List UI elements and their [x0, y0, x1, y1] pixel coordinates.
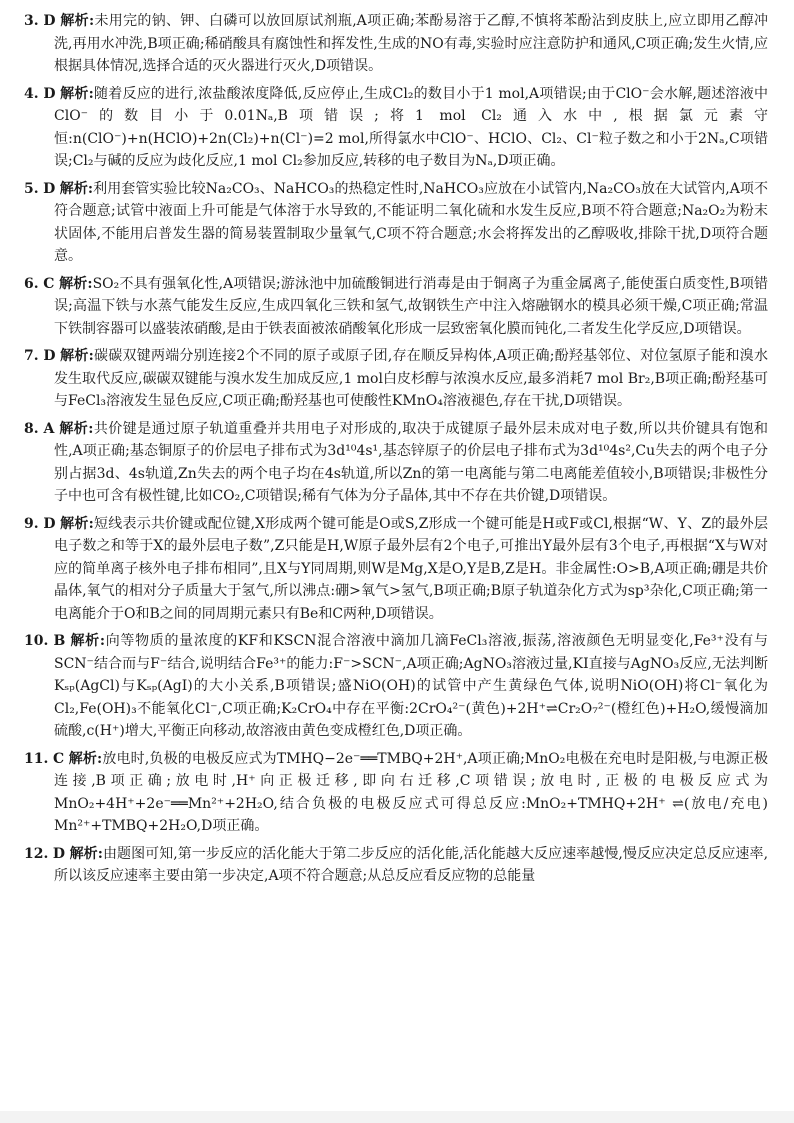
answer-list: [24, 10, 768, 888]
item-number: 5.: [24, 180, 39, 197]
answer-choice: D: [52, 845, 66, 862]
analysis-text: 碳碳双键两端分别连接2个不同的原子或原子团,存在顺反异构体,A项正确;酚羟基邻位、对位氢原子能和溴水发生取代反应,碳碳双键能与溴水发生加成反应,1 mol白皮杉醇与浓溴水反应,最多消耗7 mol Br₂,B项正确;酚羟基可与FeCl₃溶液发生显色反应,C项正确;酚羟基也可使酸性KMnO₄溶液褪色,存在干扰,D项错误。: [54, 348, 768, 409]
answer-item: [24, 748, 768, 838]
answer-item: [24, 345, 768, 413]
analysis-text: 放电时,负极的电极反应式为TMHQ−2e⁻══TMBQ+2H⁺,A项正确;MnO₂电极在充电时是阳极,与电源正极连接,B项正确;放电时,H⁺向正极迁移,即向右迁移,C项错误;放电时,正极的电极反应式为MnO₂+4H⁺+2e⁻══Mn²⁺+2H₂O,结合负极的电极反应式可得总反应:MnO₂+TMHQ+2H⁺ ⇌(放电/充电) Mn²⁺+TMBQ+2H₂O,D项正确。: [54, 750, 769, 834]
answer-choice: D: [43, 85, 56, 102]
analysis-label: 解析:: [60, 85, 94, 102]
answer-item: [24, 10, 768, 78]
item-number: 7.: [24, 348, 39, 364]
page-bottom-band: [0, 1111, 794, 1123]
item-number: 9.: [24, 515, 39, 532]
item-number: 12.: [24, 845, 49, 862]
analysis-text: 共价键是通过原子轨道重叠并共用电子对形成的,取决于成键原子最外层未成对电子数,所以共价键具有饱和性,A项正确;基态铜原子的价层电子排布式为3d¹⁰4s¹,基态锌原子的价层电子排布式为3d¹⁰4s²,Cu失去的两个电子分别占据3d、4s轨道,Zn失去的两个电子均在4s轨道,所以Zn的第一电离能与第二电离能差值较小,B项错误;非极性分子中也可含有极性键,比如CO₂,C项错误;稀有气体为分子晶体,其中不存在共价键,D项错误。: [54, 420, 768, 504]
analysis-label: 解析:: [59, 180, 94, 197]
answer-choice: B: [53, 633, 66, 649]
analysis-label: 解析:: [60, 13, 95, 29]
answer-choice: D: [43, 515, 56, 532]
analysis-text: 由题图可知,第一步反应的活化能大于第二步反应的活化能,活化能越大反应速率越慢,慢反应决定总反应速率,所以该反应速率主要由第一步决定,A项不符合题意;从总反应看反应物的总能量: [54, 845, 769, 884]
answer-choice: C: [52, 750, 65, 767]
analysis-label: 解析:: [60, 348, 94, 364]
analysis-text: 短线表示共价键或配位键,X形成两个键可能是O或S,Z形成一个键可能是H或F或Cl,根据“W、Y、Z的最外层电子数之和等于X的最外层电子数”,Z只能是H,W原子最外层有2个电子,可推出Y最外层有3个电子,再根据“X与W对应的简单离子核外电子排布相同”,且X与Y同周期,则W是Mg,X是O,Y是B,Z是H。非金属性:O>B,A项正确;硼是共价晶体,氧气的相对分子质量大于氢气,所以沸点:硼>氧气>氢气,B项正确;B原子轨道杂化方式为sp³杂化,C项正确;第一电离能介于O和B之间的同周期元素只有Be和C两种,D项错误。: [54, 515, 768, 622]
analysis-label: 解析:: [69, 845, 103, 862]
analysis-text: 利用套管实验比较Na₂CO₃、NaHCO₃的热稳定性时,NaHCO₃应放在小试管内,Na₂CO₃放在大试管内,A项不符合题意;试管中液面上升可能是气体溶于水导致的,不能证明二氧化硫和水发生反应,B项不符合题意;Na₂O₂为粉末状固体,不能用启普发生器的简易装置制取少量氧气,C项不符合题意;水会将挥发出的乙醇吸收,排除干扰,D项符合题意。: [54, 180, 768, 264]
item-number: 6.: [24, 275, 39, 292]
analysis-label: 解析:: [59, 420, 94, 437]
answer-item: [24, 273, 768, 341]
answer-choice: D: [43, 180, 56, 197]
answer-choice: A: [43, 420, 55, 437]
item-number: 4.: [24, 85, 39, 102]
answer-item: [24, 178, 768, 268]
answer-item: [24, 83, 768, 173]
answer-item: [24, 630, 768, 743]
analysis-text: 随着反应的进行,浓盐酸浓度降低,反应停止,生成Cl₂的数目小于1 mol,A项错误;由于ClO⁻会水解,题述溶液中ClO⁻的数目小于0.01Nₐ,B项错误;将1 mol Cl₂通入水中,根据氯元素守恒:n(ClO⁻)+n(HClO)+2n(Cl₂)+n(Cl⁻)=2 mol,所得氯水中ClO⁻、HClO、Cl₂、Cl⁻粒子数之和小于2Nₐ,C项错误;Cl₂与碱的反应为歧化反应,1 mol Cl₂参加反应,转移的电子数目为Nₐ,D项正确。: [54, 85, 769, 169]
answer-choice: D: [43, 348, 56, 364]
answer-choice: C: [43, 275, 55, 292]
answer-item: [24, 513, 768, 626]
analysis-label: 解析:: [60, 515, 94, 532]
analysis-label: 解析:: [59, 275, 93, 292]
answer-item: [24, 418, 768, 508]
answer-choice: D: [43, 13, 56, 29]
analysis-label: 解析:: [70, 633, 106, 649]
analysis-text: SO₂不具有强氧化性,A项错误;游泳池中加硫酸铜进行消毒是由于铜离子为重金属离子,能使蛋白质变性,B项错误;高温下铁与水蒸气能发生反应,生成四氧化三铁和氢气,故钢铁生产中注入熔融钢水的模具必须干燥,C项正确;常温下铁制容器可以盛装浓硝酸,是由于铁表面被浓硝酸氧化形成一层致密氧化膜而钝化,二者发生化学反应,D项错误。: [54, 275, 769, 337]
analysis-text: 未用完的钠、钾、白磷可以放回原试剂瓶,A项正确;苯酚易溶于乙醇,不慎将苯酚沾到皮肤上,应立即用乙醇冲洗,再用水冲洗,B项正确;稀硝酸具有腐蚀性和挥发性,生成的NO有毒,实验时应注意防护和通风,C项正确;发生火情,应根据具体情况,选择合适的灭火器进行灭火,D项错误。: [54, 13, 769, 74]
item-number: 8.: [24, 420, 39, 437]
analysis-text: 向等物质的量浓度的KF和KSCN混合溶液中滴加几滴FeCl₃溶液,振荡,溶液颜色无明显变化,Fe³⁺没有与SCN⁻结合而与F⁻结合,说明结合Fe³⁺的能力:F⁻>SCN⁻,A项正确;AgNO₃溶液过量,KI直接与AgNO₃反应,无法判断Kₛₚ(AgCl)与Kₛₚ(AgI)的大小关系,B项错误;盛NiO(OH)的试管中产生黄绿色气体,说明NiO(OH)将Cl⁻氧化为Cl₂,Fe(OH)₃不能氧化Cl⁻,C项正确;K₂CrO₄中存在平衡:2CrO₄²⁻(黄色)+2H⁺⇌Cr₂O₇²⁻(橙红色)+H₂O,缓慢滴加硫酸,c(H⁺)增大,平衡正向移动,故溶液由黄色变成橙红色,D项正确。: [54, 633, 768, 739]
analysis-label: 解析:: [68, 750, 103, 767]
item-number: 10.: [24, 633, 49, 649]
item-number: 3.: [24, 13, 39, 29]
answer-item: [24, 843, 768, 888]
item-number: 11.: [24, 750, 49, 767]
